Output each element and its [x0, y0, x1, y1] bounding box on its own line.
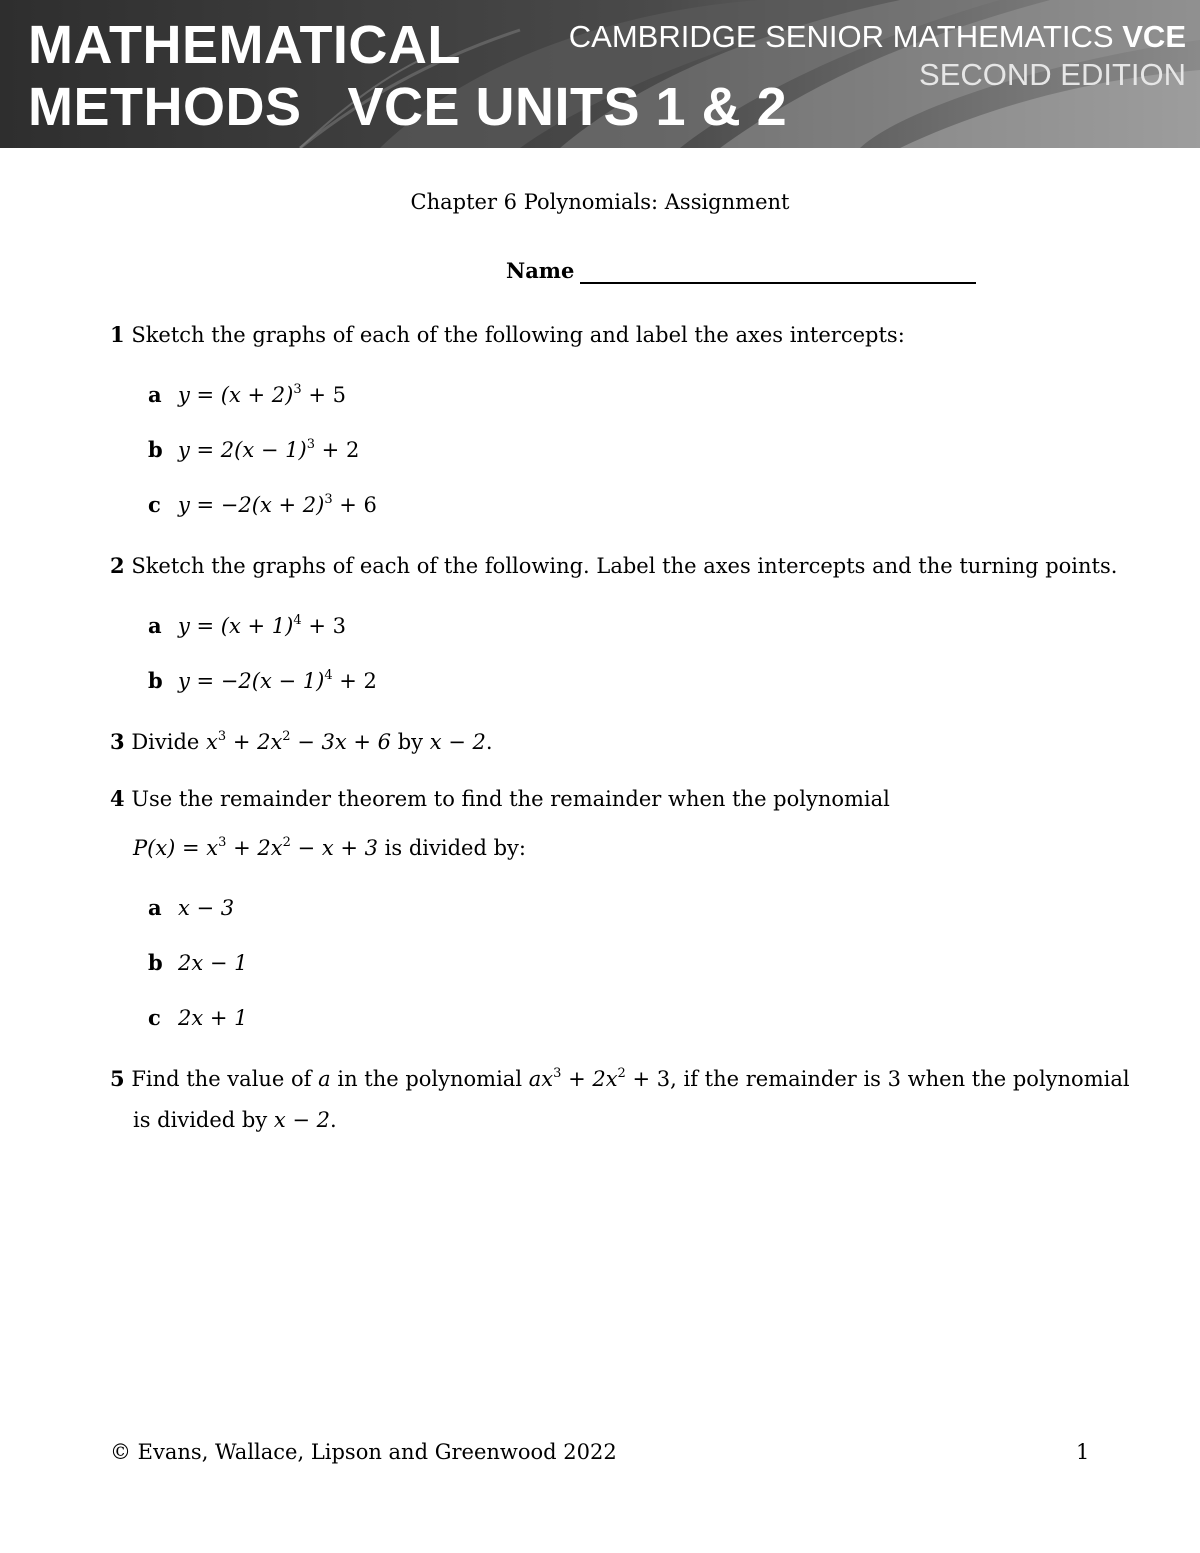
question-5: [110, 1066, 1130, 1092]
banner-title-methods: METHODS: [28, 77, 302, 137]
question-text: Use the remainder theorem to find the remainder when the polynomial: [131, 787, 890, 811]
exponent: 3: [324, 492, 333, 507]
part-expression: x − 3: [178, 896, 235, 920]
part-expression-end: + 6: [332, 493, 377, 517]
part-expression-end: + 3: [301, 614, 346, 638]
series-name-bold: VCE: [1122, 19, 1186, 54]
part-label: b: [148, 668, 163, 693]
polynomial-term: + 2x: [561, 1067, 618, 1091]
question-text: Sketch the graphs of each of the following. Label the axes intercepts and the turning points.: [131, 554, 1118, 578]
banner-title-line2: [28, 77, 788, 137]
question-2b: [148, 668, 377, 694]
exponent: 3: [293, 382, 302, 397]
question-number: 3: [110, 729, 125, 754]
question-text: if the remainder is 3 when the polynomial: [683, 1067, 1130, 1091]
question-number: 5: [110, 1066, 125, 1091]
question-text: in the polynomial: [337, 1067, 523, 1091]
exponent: 2: [282, 835, 291, 850]
question-4a: [148, 895, 234, 921]
exponent: 3: [306, 437, 315, 452]
part-expression: y = −2(x + 2): [178, 493, 325, 517]
polynomial-term: + 2x: [226, 730, 283, 754]
part-label: b: [148, 437, 163, 462]
question-text: by: [397, 730, 424, 754]
banner-title-line1: MATHEMATICAL: [28, 15, 461, 75]
polynomial-term: ax: [528, 1067, 554, 1091]
copyright-footer: © Evans, Wallace, Lipson and Greenwood 2022: [110, 1440, 617, 1464]
question-number: 2: [110, 553, 125, 578]
part-label: a: [148, 613, 162, 638]
question-4b: [148, 950, 248, 976]
banner-title-units: VCE UNITS 1 & 2: [347, 77, 788, 137]
polynomial-term: − 3x + 6: [290, 730, 392, 754]
question-5-continued: [133, 1107, 337, 1133]
question-1: [110, 322, 905, 348]
question-1b: [148, 437, 359, 463]
exponent: 3: [553, 1066, 562, 1081]
part-label: a: [148, 895, 162, 920]
polynomial-term: + 3,: [625, 1067, 677, 1091]
question-text: Sketch the graphs of each of the following and label the axes intercepts:: [131, 323, 905, 347]
page-number: 1: [1076, 1440, 1090, 1464]
name-label: Name: [506, 258, 575, 283]
divisor-expression: x − 2: [273, 1108, 331, 1132]
exponent: 3: [218, 835, 227, 850]
question-1a: [148, 382, 346, 408]
polynomial-term: − x + 3: [290, 836, 378, 860]
header-banner: [0, 0, 1200, 148]
question-number: 4: [110, 786, 125, 811]
part-label: a: [148, 382, 162, 407]
question-text: Divide: [131, 730, 200, 754]
punctuation: .: [485, 730, 493, 754]
question-number: 1: [110, 322, 125, 347]
polynomial-term: + 2x: [226, 836, 283, 860]
exponent: 4: [293, 613, 302, 628]
part-expression-end: + 2: [332, 669, 377, 693]
question-3: [110, 729, 493, 755]
question-text: Find the value of: [131, 1067, 312, 1091]
part-expression: y = 2(x − 1): [178, 438, 307, 462]
name-field: [506, 258, 976, 284]
question-text: is divided by: [133, 1108, 268, 1132]
part-expression: 2x + 1: [178, 1006, 248, 1030]
question-2: [110, 553, 1117, 579]
exponent: 2: [617, 1066, 626, 1081]
question-2a: [148, 613, 346, 639]
exponent: 3: [217, 729, 227, 744]
question-text: is divided by:: [384, 836, 526, 860]
part-label: c: [148, 492, 161, 517]
part-label: c: [148, 1005, 161, 1030]
variable: a: [318, 1067, 331, 1091]
question-4: [110, 786, 890, 812]
punctuation: .: [330, 1108, 337, 1132]
document-title: Chapter 6 Polynomials: Assignment: [410, 190, 790, 214]
question-4c: [148, 1005, 248, 1031]
polynomial-term: x: [206, 730, 218, 754]
part-label: b: [148, 950, 163, 975]
part-expression: y = (x + 2): [178, 383, 294, 407]
question-1c: [148, 492, 377, 518]
exponent: 2: [282, 729, 291, 744]
series-name: [569, 20, 1186, 54]
part-expression-end: + 2: [315, 438, 360, 462]
polynomial-definition: P(x) = x: [133, 836, 219, 860]
edition-label: SECOND EDITION: [919, 57, 1186, 92]
divisor-expression: x − 2: [429, 730, 486, 754]
part-expression-end: + 5: [301, 383, 346, 407]
question-4-continued: [133, 835, 526, 861]
name-blank-line[interactable]: [580, 281, 976, 284]
part-expression: y = −2(x − 1): [178, 669, 325, 693]
exponent: 4: [324, 668, 333, 683]
part-expression: 2x − 1: [178, 951, 248, 975]
part-expression: y = (x + 1): [178, 614, 294, 638]
series-name-regular: CAMBRIDGE SENIOR MATHEMATICS: [568, 19, 1114, 54]
